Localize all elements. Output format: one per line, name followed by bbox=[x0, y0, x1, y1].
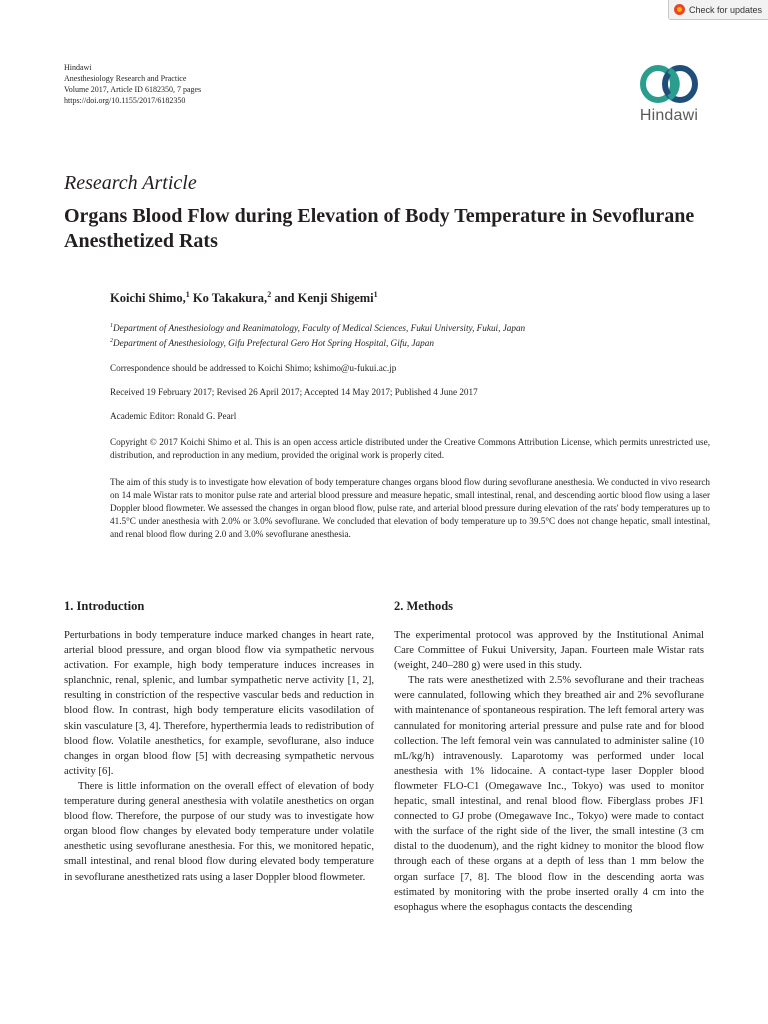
article-title: Organs Blood Flow during Elevation of Body Temperature in Sevoflurane Anesthetized Rats bbox=[64, 205, 695, 252]
affiliation bbox=[110, 320, 710, 335]
doi-link[interactable]: https://doi.org/10.1155/2017/6182350 bbox=[64, 96, 186, 105]
author-name: Ko Takakura, bbox=[189, 291, 268, 306]
check-for-updates-label: Check for updates bbox=[689, 4, 763, 15]
hindawi-logo-icon bbox=[637, 62, 701, 106]
article-type: Research Article bbox=[64, 172, 197, 194]
journal-name: Anesthesiology Research and Practice bbox=[64, 74, 187, 83]
hindawi-logo bbox=[630, 62, 708, 125]
affiliation-mark: 2 bbox=[110, 338, 113, 345]
check-for-updates-button[interactable] bbox=[668, 0, 768, 20]
affiliations bbox=[110, 320, 710, 350]
methods-body bbox=[394, 628, 704, 915]
paragraph: The rats were anesthetized with 2.5% sevoflurane and their tracheas were cannulated, following which they breathed air and 2% sevoflurane with maintenance of spontaneous respiration. The left femoral artery was cannulated for monitoring arterial pressure and pulse rate and for blood collection. The left femoral vein was cannulated to administer saline (10 mL/kg/h) intravenously. Laparotomy was performed under local anesthesia with 1% lidocaine. A contact-type laser Doppler blood flowmeter FLO-C1 (Omegawave Inc., Tokyo) was used to monitor hepatic, small intestinal, and renal blood flow. Fiberglass probes JF1 connected to GJ probe (Omegawave Inc., Tokyo) were made to contact with the surface of the right side of the liver, the small intestine (3 cm distal to the duodenum), and the right kidney to monitor the blood flow through each of these organs at a depth of less than 1 mm below the organ surface [7, 8]. The blood flow in the descending aorta was estimated by monitoring with the probe inserted orally 4 cm into the esophagus where the esophagus contacts the descending bbox=[394, 675, 704, 913]
author-affiliation-mark: 2 bbox=[267, 290, 272, 299]
paragraph: Perturbations in body temperature induce marked changes in heart rate, arterial blood pressure, and organ blood flow via sympathetic nervous activation. For example, high body temperature induces increases in splanchnic, renal, splenic, and lumbar sympathetic nerve activity [1, 2], resulting in constriction of the respective vascular beds and reduction in blood flow. In contrast, high body temperature elicits vasodilation of skin vasculature [3, 4]. Therefore, hyperthermia leads to redistribution of blood flow. Volatile anesthetics, for example, sevoflurane, also induce changes in organ blood flow [5] with decreasing sympathetic nervous activity [6]. bbox=[64, 630, 374, 777]
academic-editor: Academic Editor: Ronald G. Pearl bbox=[110, 411, 237, 421]
affiliation-text: Department of Anesthesiology and Reanimatology, Faculty of Medical Sciences, Fukui University, Fukui, Japan bbox=[113, 323, 526, 334]
abstract: The aim of this study is to investigate how elevation of body temperature changes organs blood flow during sevoflurane anesthesia. We conducted in vivo research on 14 male Wistar rats to monitor pulse rate and arterial blood pressure and measure hepatic, small intestinal, renal, and descending aortic blood flow using a laser Doppler blood flowmeter. We assessed the changes in organ blood flow, pulse rate, and arterial blood pressure during elevation of the rats' body temperatures up to 41.5°C under anesthesia with 2.0% or 3.0% sevoflurane. We concluded that elevation of body temperature up to 39.5°C does not change hepatic, small intestinal, and renal blood flow during 2.0 and 3.0% sevoflurane anesthesia. bbox=[110, 477, 710, 539]
volume-info: Volume 2017, Article ID 6182350, 7 pages bbox=[64, 85, 202, 94]
affiliation-mark: 1 bbox=[110, 323, 113, 329]
author-affiliation-mark: 1 bbox=[185, 290, 190, 299]
check-updates-icon bbox=[674, 4, 685, 15]
methods-heading: 2. Methods bbox=[394, 599, 454, 613]
paragraph: The experimental protocol was approved by the Institutional Animal Care Committee of Fukui University, Japan. Fourteen male Wistar rats (weight, 240–280 g) were used in this study. bbox=[394, 630, 704, 672]
copyright-notice: Copyright © 2017 Koichi Shimo et al. This is an open access article distributed under the Creative Commons Attribution License, which permits unrestricted use, distribution, and reproduction in any medium, provided the original work is properly cited. bbox=[110, 437, 710, 460]
hindawi-logo-text: Hindawi bbox=[639, 107, 699, 124]
affiliation-text: Department of Anesthesiology, Gifu Prefectural Gero Hot Spring Hospital, Gifu, Japan bbox=[113, 338, 434, 349]
author-name: Koichi Shimo, bbox=[110, 291, 186, 306]
affiliation bbox=[110, 335, 710, 350]
author-affiliation-mark: 1 bbox=[373, 290, 378, 299]
author-name: and Kenji Shigemi bbox=[271, 291, 374, 306]
introduction-heading: 1. Introduction bbox=[64, 599, 145, 613]
introduction-body bbox=[64, 628, 374, 885]
journal-meta bbox=[64, 62, 201, 106]
paragraph: There is little information on the overall effect of elevation of body temperature during general anesthesia with volatile anesthetics on organ blood flow. Therefore, the purpose of our study was to investigate how organ blood flow changes by elevated body temperature under volatile anesthetic using sevoflurane anesthesia. For this, we monitored hepatic, small intestinal, and renal blood flow during elevated body temperature in sevoflurane anesthetized rats using a laser Doppler blood flowmeter. bbox=[64, 780, 374, 883]
publication-dates: Received 19 February 2017; Revised 26 April 2017; Accepted 14 May 2017; Published 4 June 2017 bbox=[110, 387, 478, 397]
publisher-name: Hindawi bbox=[64, 63, 92, 72]
author-list bbox=[110, 290, 378, 306]
correspondence: Correspondence should be addressed to Koichi Shimo; kshimo@u-fukui.ac.jp bbox=[110, 363, 397, 373]
